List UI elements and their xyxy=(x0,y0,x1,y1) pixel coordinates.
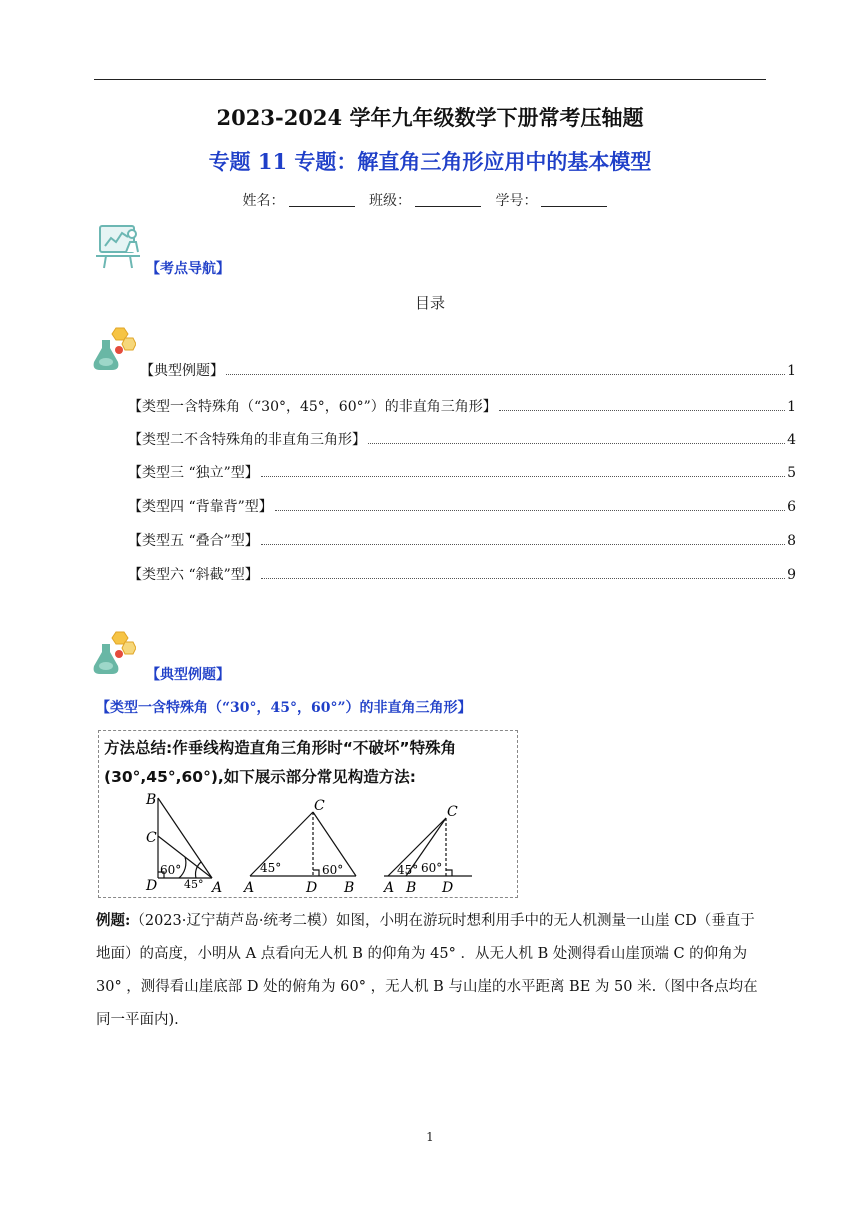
toc-item-label: 【类型二不含特殊角的非直角三角形】 xyxy=(128,432,366,448)
class-label: 班级： xyxy=(369,193,411,209)
d1-angle-60: 60° xyxy=(160,863,182,877)
d2-angle-45: 45° xyxy=(260,861,282,875)
toc-leader xyxy=(499,410,785,411)
toc-title: 目录 xyxy=(414,294,445,312)
d3-label-c: C xyxy=(447,804,458,820)
d2-angle-60: 60° xyxy=(322,863,344,877)
toc-leader xyxy=(368,443,785,444)
student-id-blank[interactable] xyxy=(541,194,607,207)
example-paragraph xyxy=(96,904,768,1037)
toc-item-label: 【类型六 “斜截”型】 xyxy=(128,567,259,583)
d2-label-c: C xyxy=(314,798,325,814)
class-blank[interactable] xyxy=(415,194,481,207)
toc-page-number: 5 xyxy=(787,465,796,481)
toc-page-number: 9 xyxy=(787,567,796,583)
d3-angle-45: 45° xyxy=(397,863,419,877)
teacher-board-icon xyxy=(92,222,148,276)
toc-item-examples[interactable] xyxy=(140,360,796,380)
toc-item-label: 【典型例题】 xyxy=(140,363,224,379)
toc-item-label: 【类型五 “叠合”型】 xyxy=(128,533,259,549)
toc-leader xyxy=(261,476,785,477)
toc-page-number: 6 xyxy=(787,499,796,515)
d1-label-c: C xyxy=(146,830,157,846)
d3-label-d: D xyxy=(442,880,454,894)
student-info-line xyxy=(0,190,860,210)
method-line-1: 方法总结:作垂线构造直角三角形时“不破坏”特殊角 xyxy=(104,739,457,757)
nav-label: 【考点导航】 xyxy=(146,261,230,277)
toc-page-number: 1 xyxy=(787,399,796,415)
name-blank[interactable] xyxy=(289,194,355,207)
example-text: （2023·辽宁葫芦岛·统考二模）如图，小明在游玩时想利用手中的无人机测量一山崖 CD（垂直于地面）的高度，小明从 A 点看向无人机 B 的仰角为 45° ．从无人机 B 处测得看山崖顶端 C 的仰角为 30° ，测得看山崖底部 D 处的俯角为 60° ，无人机 B 与山崖的水平距离 BE 为 50 米.（图中各点均在同一平面内). xyxy=(96,913,758,1028)
page-number: 1 xyxy=(426,1130,434,1144)
d1-label-d: D xyxy=(146,878,158,894)
toc-item-label: 【类型四 “背靠背”型】 xyxy=(128,499,273,515)
d1-label-b: B xyxy=(146,792,157,808)
toc-item-type1[interactable] xyxy=(128,396,796,416)
d2-label-b: B xyxy=(344,880,355,894)
section-label: 【典型例题】 xyxy=(146,667,230,683)
toc-item-type6[interactable] xyxy=(128,564,796,584)
header-rule xyxy=(94,79,766,80)
document-title: 2023-2024 学年九年级数学下册常考压轴题 xyxy=(216,105,644,130)
d3-label-b: B xyxy=(406,880,417,894)
d1-angle-45: 45° xyxy=(184,878,204,891)
toc-item-label: 【类型三 “独立”型】 xyxy=(128,465,259,481)
geometry-diagrams xyxy=(100,786,510,898)
method-summary-text xyxy=(104,734,516,792)
toc-item-type4[interactable] xyxy=(128,496,796,516)
d3-angle-60: 60° xyxy=(421,861,443,875)
d1-label-a: A xyxy=(212,880,223,894)
toc-page-number: 8 xyxy=(787,533,796,549)
document-subtitle: 专题 11 专题：解直角三角形应用中的基本模型 xyxy=(208,149,652,174)
toc-page-number: 4 xyxy=(787,432,796,448)
name-label: 姓名： xyxy=(242,193,285,209)
example-label: 例题: xyxy=(96,912,131,929)
flask-icon xyxy=(92,326,136,376)
flask-icon xyxy=(92,630,136,680)
toc-leader xyxy=(261,578,785,579)
toc-leader xyxy=(261,544,785,545)
d2-label-a: A xyxy=(244,880,255,894)
toc-page-number: 1 xyxy=(787,363,796,379)
toc-leader xyxy=(275,510,785,511)
student-id-label: 学号： xyxy=(495,193,538,209)
toc-leader xyxy=(226,374,785,375)
type-heading: 【类型一含特殊角（“30°，45°，60°”）的非直角三角形】 xyxy=(96,700,472,716)
toc-item-label: 【类型一含特殊角（“30°，45°，60°”）的非直角三角形】 xyxy=(128,399,497,415)
method-line-2: (30°,45°,60°),如下展示部分常见构造方法: xyxy=(104,768,416,786)
toc-item-type5[interactable] xyxy=(128,530,796,550)
d2-label-d: D xyxy=(306,880,318,894)
toc-item-type3[interactable] xyxy=(128,462,796,482)
toc-item-type2[interactable] xyxy=(128,429,796,449)
d3-label-a: A xyxy=(384,880,395,894)
